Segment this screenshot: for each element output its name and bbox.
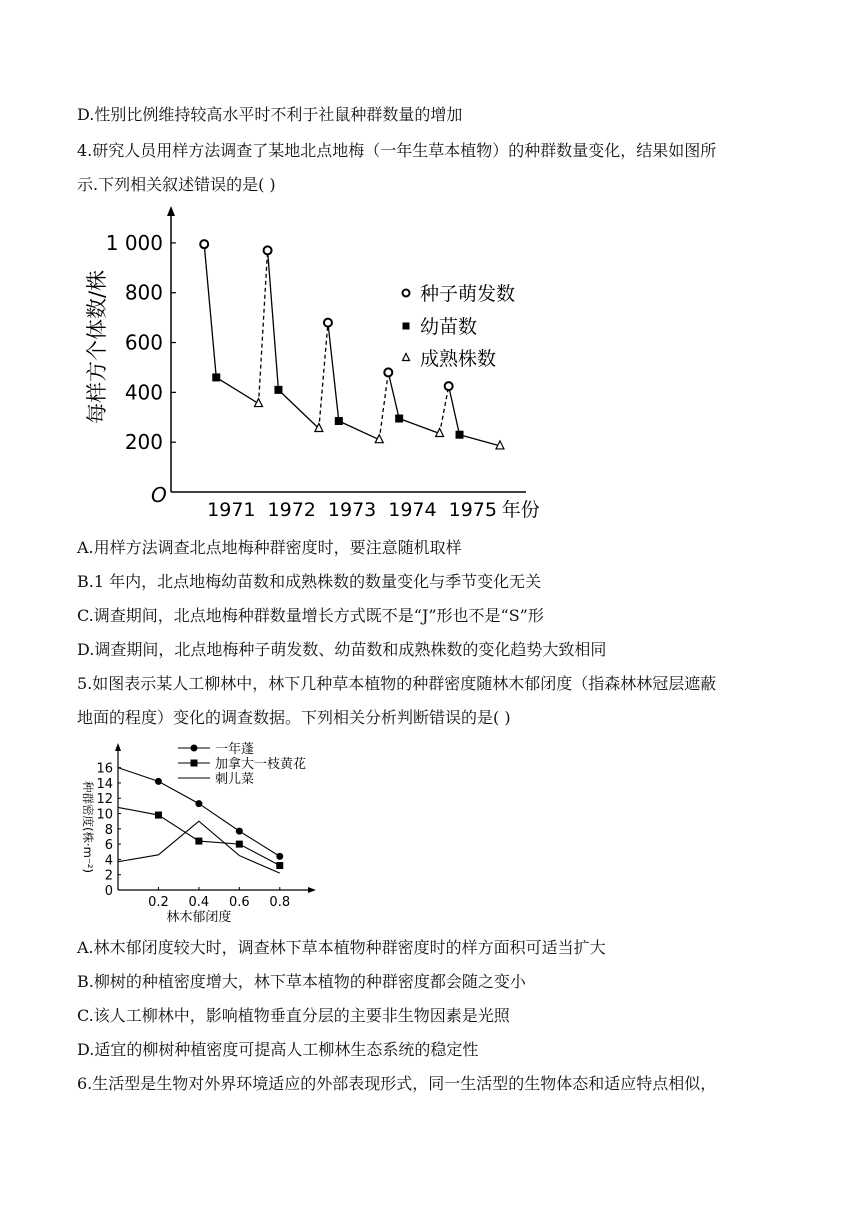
- y-axis-label: 种群密度(株·m⁻²): [81, 780, 95, 874]
- x-tick-label: 0.2: [148, 895, 169, 910]
- legend-marker: [191, 760, 198, 767]
- q5-option-a: A.林木郁闭度较大时，调查林下草本植物种群密度时的样方面积可适当扩大: [77, 938, 606, 957]
- q5-option-d: D.适宜的柳树种植密度可提高人工柳林生态系统的稳定性: [77, 1040, 479, 1059]
- y-tick-label: 0: [104, 884, 113, 899]
- legend-label: 一年蓬: [215, 742, 255, 757]
- x-tick-label: 0.4: [188, 895, 210, 910]
- density-chart: [70, 738, 340, 928]
- series-marker-2: [335, 417, 343, 425]
- q4-option-a: A.用样方法调查北点地梅种群密度时，要注意随机取样: [77, 538, 462, 557]
- question-5-stem: 5.如图表示某人工柳林中，林下几种草本植物的种群密度随林木郁闭度（指森林林冠层遮蔽: [77, 674, 717, 693]
- legend-label: 刺儿菜: [215, 772, 255, 787]
- series-marker-2: [395, 415, 403, 423]
- y-tick-label: 800: [124, 280, 163, 305]
- x-tick-label: 1973: [327, 499, 377, 521]
- seedling-segment: [449, 386, 460, 435]
- seedling-segment: [388, 372, 399, 418]
- y-tick-label: 8: [104, 822, 113, 838]
- series-marker-1: [276, 853, 283, 860]
- y-tick-label: 600: [124, 330, 163, 355]
- x-axis-arrow: [308, 887, 316, 893]
- legend-label: 成熟株数: [420, 348, 497, 370]
- x-tick-label: 1975: [448, 499, 497, 521]
- series-marker-1: [384, 368, 392, 376]
- x-tick-label: 1971: [207, 499, 256, 521]
- series-marker-1: [200, 240, 208, 248]
- series-marker-2: [276, 862, 283, 869]
- y-tick-label: 12: [96, 792, 113, 808]
- legend-marker: [403, 354, 410, 361]
- series-marker-2: [212, 373, 220, 381]
- y-tick-label: 16: [96, 761, 113, 777]
- x-tick-label: 1974: [388, 499, 437, 521]
- germination-segment: [259, 250, 268, 403]
- series-marker-2: [236, 841, 243, 848]
- series-marker-1: [324, 319, 332, 327]
- series-marker-1: [155, 778, 162, 785]
- series-marker-1: [195, 800, 202, 807]
- line-d-prev: D.性别比例维持较高水平时不利于社鼠种群数量的增加: [77, 105, 463, 124]
- series-marker-2: [274, 386, 282, 394]
- maturity-segment: [216, 377, 258, 403]
- q4-option-b: B.1 年内，北点地梅幼苗数和成熟株数的数量变化与季节变化无关: [77, 572, 542, 591]
- y-tick-label: 6: [104, 838, 113, 854]
- legend-marker: [191, 745, 198, 752]
- legend-label: 幼苗数: [420, 316, 478, 338]
- seedling-segment: [268, 250, 279, 389]
- y-tick-label: 14: [96, 776, 113, 792]
- seedling-segment: [204, 244, 216, 377]
- series-line-2: [118, 807, 280, 865]
- y-tick-label: 4: [104, 853, 113, 869]
- legend-marker: [403, 323, 410, 330]
- y-tick-label: 400: [124, 380, 163, 405]
- y-axis-arrow: [167, 206, 175, 216]
- x-tick-label: 0.8: [269, 895, 291, 910]
- series-line-3: [118, 821, 280, 873]
- x-axis-label: 林木郁闭度: [166, 910, 232, 925]
- maturity-segment: [399, 419, 439, 434]
- series-marker-2: [155, 812, 162, 819]
- legend-label: 种子萌发数: [420, 283, 516, 305]
- q4-option-d: D.调查期间，北点地梅种子萌发数、幼苗数和成熟株数的变化趋势大致相同: [77, 640, 607, 659]
- series-marker-1: [264, 246, 272, 254]
- germination-segment: [440, 386, 449, 433]
- y-tick-label: 200: [124, 430, 163, 455]
- legend-marker: [403, 290, 410, 297]
- question-4-stem: 4.研究人员用样方法调查了某地北点地梅（一年生草本植物）的种群数量变化，结果如图所: [77, 141, 717, 160]
- series-marker-2: [456, 431, 464, 439]
- q5-option-c: C.该人工柳林中，影响植物垂直分层的主要非生物因素是光照: [77, 1006, 510, 1025]
- y-tick-label: 1 000: [105, 230, 163, 255]
- seedling-segment: [328, 323, 339, 421]
- germination-segment: [379, 372, 388, 439]
- q4-option-c: C.调查期间，北点地梅种群数量增长方式既不是“J”形也不是“S”形: [77, 606, 544, 625]
- question-6-stem: 6.生活型是生物对外界环境适应的外部表现形式，同一生活型的生物体态和适应特点相似，: [77, 1074, 717, 1093]
- maturity-segment: [278, 390, 318, 429]
- legend-label: 加拿大一枝黄花: [215, 757, 307, 772]
- y-tick-label: 10: [96, 807, 113, 823]
- y-axis-label: 每样方个体数/株: [85, 269, 109, 425]
- series-marker-3: [315, 423, 323, 431]
- maturity-segment: [460, 435, 500, 446]
- origin-label: O: [151, 483, 167, 507]
- series-marker-2: [195, 838, 202, 845]
- question-4-stem-cont: 示.下列相关叙述错误的是( ): [77, 175, 276, 194]
- series-marker-1: [236, 828, 243, 835]
- x-tick-label: 0.6: [228, 895, 250, 910]
- q5-option-b: B.柳树的种植密度增大，林下草本植物的种群密度都会随之变小: [77, 972, 526, 991]
- population-chart: [76, 200, 556, 525]
- x-axis-label: 年份: [501, 499, 540, 521]
- y-axis-arrow: [115, 743, 121, 751]
- series-marker-1: [445, 382, 453, 390]
- y-tick-label: 2: [104, 868, 113, 884]
- maturity-segment: [339, 421, 379, 440]
- germination-segment: [319, 323, 328, 429]
- x-tick-label: 1972: [267, 499, 316, 521]
- question-5-stem-cont: 地面的程度）变化的调查数据。下列相关分析判断错误的是( ): [77, 708, 511, 727]
